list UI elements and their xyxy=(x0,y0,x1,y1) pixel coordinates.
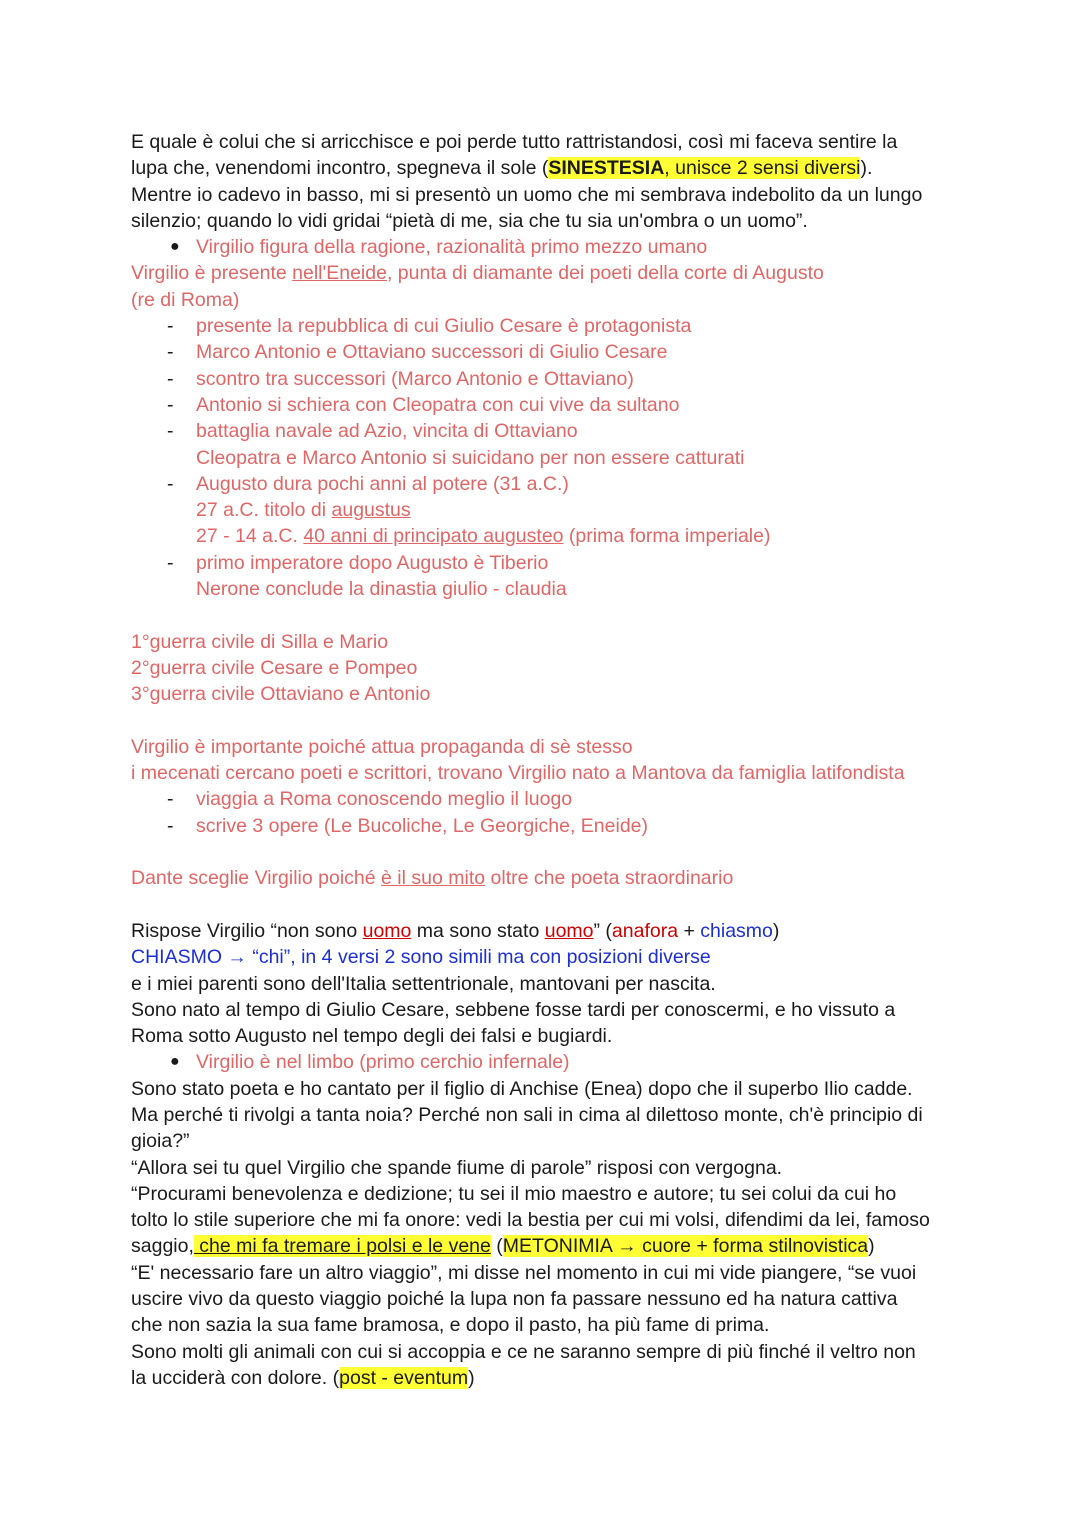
blank-line xyxy=(131,892,961,918)
text: silenzio; quando lo vidi gridai “pietà di me, sia che tu sia un'ombra o un uomo”. xyxy=(131,209,808,232)
dash-item xyxy=(131,392,961,418)
underlined-text: è il suo mito xyxy=(381,867,486,890)
text-line xyxy=(131,997,961,1023)
document-page xyxy=(131,129,961,1391)
dash-item xyxy=(131,313,961,339)
highlight-phrase: che mi fa tremare i polsi e le vene xyxy=(193,1235,491,1258)
highlight-metonimia: METONIMIA → cuore + forma stilnovistica xyxy=(502,1235,869,1258)
dash-item xyxy=(131,813,961,839)
highlight-note: , unisce 2 sensi diversi xyxy=(664,157,861,180)
text: E quale è colui che si arricchisce e poi perde tutto rattristandosi, così mi faceva sentire la xyxy=(131,131,898,153)
text: 3°guerra civile Ottaviano e Antonio xyxy=(131,683,431,706)
text-line xyxy=(131,208,961,234)
note-line xyxy=(131,681,961,707)
text: che non sazia la sua fame bramosa, e dopo il pasto, ha più fame di prima. xyxy=(131,1314,770,1337)
text-line xyxy=(131,918,961,944)
text-line xyxy=(131,1312,961,1338)
dash-icon: - xyxy=(167,315,174,338)
text-line xyxy=(131,1155,961,1181)
text: Virgilio è presente xyxy=(131,262,293,285)
text: i mecenati cercano poeti e scrittori, trovano Virgilio nato a Mantova da famiglia latifondista xyxy=(131,762,905,785)
text-line xyxy=(131,971,961,997)
dash-icon: - xyxy=(167,393,174,416)
text-line xyxy=(131,1260,961,1286)
text: Virgilio è importante poiché attua propaganda di sè stesso xyxy=(131,735,633,758)
chiasmo-label: chiasmo xyxy=(700,919,773,942)
text: 2°guerra civile Cesare e Pompeo xyxy=(131,656,418,679)
text: Cleopatra e Marco Antonio si suicidano per non essere catturati xyxy=(196,446,745,469)
text: ” ( xyxy=(593,919,612,942)
text: Augusto dura pochi anni al potere (31 a.C.) xyxy=(196,472,569,495)
dash-item xyxy=(131,418,961,444)
highlight-sinestesia: SINESTESIA xyxy=(548,157,665,180)
note-line xyxy=(131,287,961,313)
text-line xyxy=(131,1181,961,1207)
text: Mentre io cadevo in basso, mi si presentò un uomo che mi sembrava indebolito da un lungo xyxy=(131,183,923,206)
anafora-label: anafora xyxy=(611,919,679,942)
text: ma sono stato xyxy=(411,919,545,942)
dash-icon: - xyxy=(167,551,174,574)
text: Roma sotto Augusto nel tempo degli dei falsi e bugiardi. xyxy=(131,1025,613,1048)
text: Virgilio figura della ragione, razionalità primo mezzo umano xyxy=(196,236,708,259)
text: e i miei parenti sono dell'Italia settentrionale, mantovani per nascita. xyxy=(131,972,716,995)
text-line xyxy=(131,1233,961,1259)
continuation-line xyxy=(131,497,961,523)
text-line xyxy=(131,1286,961,1312)
underlined-text: augustus xyxy=(331,499,411,522)
text: Rispose Virgilio “non sono xyxy=(131,919,363,942)
text: ) xyxy=(772,919,780,942)
text: “Allora sei tu quel Virgilio che spande fiume di parole” risposi con vergogna. xyxy=(131,1156,783,1179)
text: + xyxy=(678,919,701,942)
text-line xyxy=(131,129,961,155)
bullet-item xyxy=(131,234,961,260)
blank-line xyxy=(131,602,961,628)
note-line xyxy=(131,865,961,891)
text: primo imperatore dopo Augusto è Tiberio xyxy=(196,551,549,574)
text: , punta di diamante dei poeti della corte di Augusto xyxy=(386,262,824,285)
text: (prima forma imperiale) xyxy=(563,525,771,548)
continuation-line xyxy=(131,445,961,471)
text: Sono molti gli animali con cui si accoppia e ce ne saranno sempre di più finché il veltro non xyxy=(131,1340,916,1363)
underlined-text: 40 anni di principato augusteo xyxy=(303,525,564,548)
continuation-line xyxy=(131,576,961,602)
text-line xyxy=(131,1339,961,1365)
text: ) xyxy=(468,1366,475,1389)
text: “Procurami benevolenza e dedizione; tu sei il mio maestro e autore; tu sei colui da cui ho xyxy=(131,1182,897,1205)
text: Sono stato poeta e ho cantato per il figlio di Anchise (Enea) dopo che il superbo Ilio cadde. xyxy=(131,1077,913,1100)
note-line xyxy=(131,734,961,760)
text: uscire vivo da questo viaggio poiché la lupa non fa passare nessuno ed ha natura cattiva xyxy=(131,1288,898,1311)
dash-icon: - xyxy=(167,472,174,495)
dash-item xyxy=(131,471,961,497)
text: ). xyxy=(860,157,873,180)
text: saggio, xyxy=(131,1235,194,1258)
text: Virgilio è nel limbo (primo cerchio infernale) xyxy=(196,1051,570,1074)
text-line xyxy=(131,1207,961,1233)
text: tolto lo stile superiore che mi fa onore: vedi la bestia per cui mi volsi, difendimi da lei, famoso xyxy=(131,1209,930,1232)
text-line xyxy=(131,155,961,181)
text: Marco Antonio e Ottaviano successori di Giulio Cesare xyxy=(196,341,668,364)
continuation-line xyxy=(131,523,961,549)
dash-item xyxy=(131,786,961,812)
text: lupa che, venendomi incontro, spegneva il sole ( xyxy=(131,157,549,180)
text: CHIASMO → “chi”, in 4 versi 2 sono simili ma con posizioni diverse xyxy=(131,946,711,969)
text: Sono nato al tempo di Giulio Cesare, sebbene fosse tardi per conoscermi, e ho vissuto a xyxy=(131,998,896,1021)
note-line xyxy=(131,629,961,655)
text: Dante sceglie Virgilio poiché xyxy=(131,867,382,890)
blank-line xyxy=(131,839,961,865)
note-line xyxy=(131,655,961,681)
dash-item xyxy=(131,339,961,365)
dash-icon: - xyxy=(167,788,174,811)
dash-icon: - xyxy=(167,814,174,837)
text: Antonio si schiera con Cleopatra con cui vive da sultano xyxy=(196,393,680,416)
text: “E' necessario fare un altro viaggio”, mi disse nel momento in cui mi vide piangere, “se vuoi xyxy=(131,1261,917,1284)
text-line xyxy=(131,1076,961,1102)
dash-item xyxy=(131,550,961,576)
dash-icon: - xyxy=(167,367,174,390)
text: oltre che poeta straordinario xyxy=(485,867,734,890)
text: Nerone conclude la dinastia giulio - claudia xyxy=(196,578,567,601)
underlined-word: uomo xyxy=(544,919,594,942)
text: 27 a.C. titolo di xyxy=(196,499,332,522)
underlined-word: uomo xyxy=(362,919,412,942)
dash-item xyxy=(131,366,961,392)
text: viaggia a Roma conoscendo meglio il luogo xyxy=(196,788,573,811)
highlight-post-eventum: post - eventum xyxy=(339,1366,469,1389)
text-line xyxy=(131,182,961,208)
text: scrive 3 opere (Le Bucoliche, Le Georgiche, Eneide) xyxy=(196,814,649,837)
text: 1°guerra civile di Silla e Mario xyxy=(131,630,389,653)
text: la ucciderà con dolore. ( xyxy=(131,1366,340,1389)
text: battaglia navale ad Azio, vincita di Ottaviano xyxy=(196,420,578,443)
text: ) xyxy=(868,1235,875,1258)
text: 27 - 14 a.C. xyxy=(196,525,304,548)
text: (re di Roma) xyxy=(131,288,240,311)
text-line xyxy=(131,1023,961,1049)
bullet-icon: ● xyxy=(170,1053,180,1071)
text-line xyxy=(131,1365,961,1391)
text: presente la repubblica di cui Giulio Cesare è protagonista xyxy=(196,315,692,338)
note-line xyxy=(131,260,961,286)
text: scontro tra successori (Marco Antonio e Ottaviano) xyxy=(196,367,634,390)
text: gioia?” xyxy=(131,1130,190,1153)
text-line xyxy=(131,1128,961,1154)
bullet-item xyxy=(131,1049,961,1075)
dash-icon: - xyxy=(167,341,174,364)
text: ( xyxy=(490,1235,503,1258)
text-line xyxy=(131,1102,961,1128)
underlined-text: nell'Eneide xyxy=(292,262,387,285)
note-line xyxy=(131,944,961,970)
text: Ma perché ti rivolgi a tanta noia? Perché non sali in cima al dilettoso monte, ch'è principio di xyxy=(131,1103,923,1126)
blank-line xyxy=(131,708,961,734)
dash-icon: - xyxy=(167,420,174,443)
note-line xyxy=(131,760,961,786)
bullet-icon: ● xyxy=(170,238,180,256)
